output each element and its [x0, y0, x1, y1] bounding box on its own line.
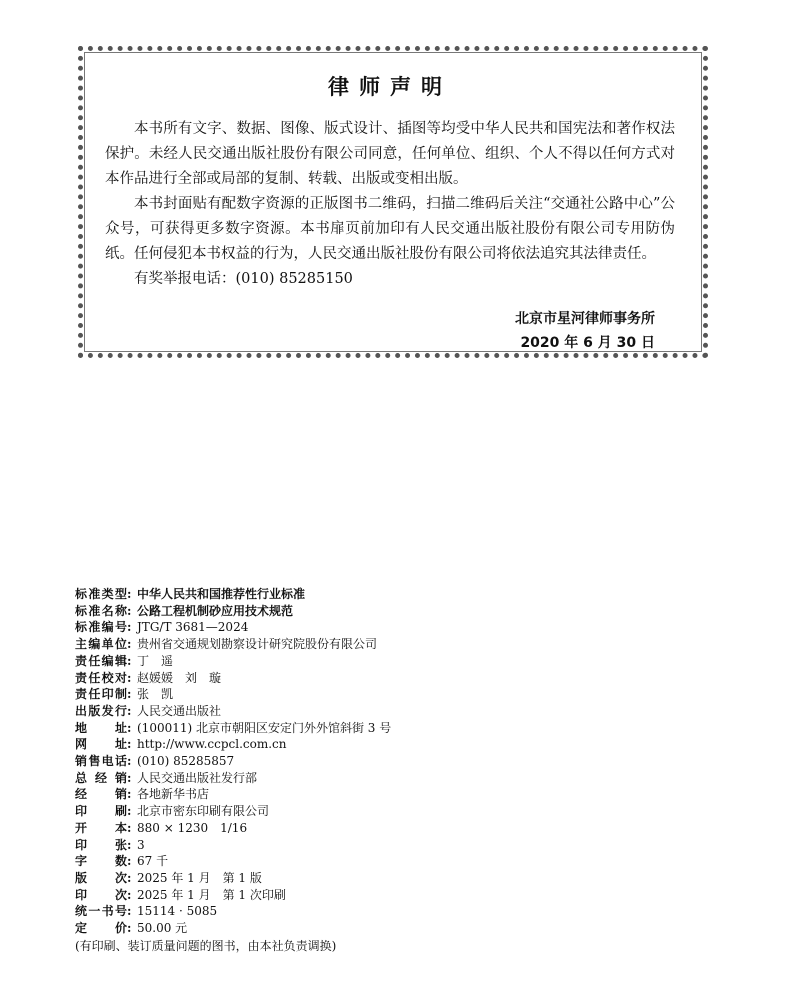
report-hotline: 有奖举报电话：(010) 85285150 — [134, 271, 353, 287]
colophon-row-sales-phone — [75, 753, 675, 770]
colophon-value: (100011) 北京市朝阳区安定门外外馆斜街 3 号 — [137, 720, 392, 735]
colophon-separator: : — [127, 754, 132, 769]
colophon-row-publisher — [75, 703, 675, 720]
colophon-separator: : — [127, 720, 132, 735]
colophon-label: 印刷 — [75, 804, 127, 819]
colophon-label: 网址 — [75, 737, 127, 752]
colophon-label: 标准编号 — [75, 620, 127, 635]
anti-counterfeit-paragraph: 本书封面贴有配数字资源的正版图书二维码，扫描二维码后关注“交通社公路中心”公众号，可获得更多数字资源。本书扉页前加印有人民交通出版社股份有限公司专用防伪纸。任何侵犯本书权益的行为，人民交通出版社股份有限公司将依法追究其法律责任。 — [105, 196, 675, 262]
lawyer-statement-title: 律师声明 — [328, 75, 452, 99]
colophon-row-printing — [75, 887, 675, 904]
colophon-label: 标准名称 — [75, 603, 127, 618]
colophon-row-chief-editor-unit — [75, 636, 675, 653]
colophon-separator: : — [127, 770, 132, 785]
colophon-label: 责任校对 — [75, 670, 127, 685]
colophon-row-responsible-editor — [75, 653, 675, 670]
colophon-label: 地址 — [75, 720, 127, 735]
colophon-value: 丁 遥 — [137, 653, 174, 668]
colophon-row-address — [75, 720, 675, 737]
colophon-value: 2025 年 1 月 第 1 次印刷 — [137, 887, 286, 902]
colophon-separator: : — [127, 653, 132, 668]
colophon-separator: : — [127, 670, 132, 685]
colophon-value: 各地新华书店 — [137, 787, 210, 802]
colophon-row-format — [75, 820, 675, 837]
colophon-row-standard-type — [75, 586, 675, 603]
colophon-label: 印次 — [75, 887, 127, 902]
colophon — [75, 586, 675, 954]
colophon-value: 人民交通出版社 — [137, 703, 222, 718]
signature-block — [515, 307, 655, 355]
colophon-value: 15114 · 5085 — [137, 904, 218, 919]
colophon-row-general-distributor — [75, 770, 675, 787]
statement-date: 2020 年 6 月 30 日 — [520, 335, 655, 351]
colophon-value: 50.00 元 — [137, 921, 188, 936]
colophon-separator: : — [127, 737, 132, 752]
colophon-label: 出版发行 — [75, 703, 127, 718]
colophon-value: 赵媛媛 刘 璇 — [137, 670, 222, 685]
colophon-label: 总经销 — [75, 770, 127, 785]
colophon-separator: : — [127, 620, 132, 635]
colophon-row-distributor — [75, 786, 675, 803]
colophon-value: 贵州省交通规划勘察设计研究院股份有限公司 — [137, 637, 378, 652]
colophon-separator: : — [127, 587, 132, 601]
colophon-separator: : — [127, 921, 132, 936]
colophon-label: 主编单位 — [75, 637, 127, 652]
colophon-row-word-count — [75, 853, 675, 870]
colophon-label: 经销 — [75, 787, 127, 802]
colophon-separator: : — [127, 820, 132, 835]
colophon-value: (010) 85285857 — [137, 754, 235, 769]
colophon-row-price — [75, 920, 675, 937]
law-firm-name: 北京市星河律师事务所 — [515, 311, 655, 327]
colophon-separator: : — [127, 904, 132, 919]
colophon-value: 人民交通出版社发行部 — [137, 770, 258, 785]
colophon-row-printer — [75, 803, 675, 820]
lawyer-statement-box — [78, 46, 708, 358]
colophon-label: 责任编辑 — [75, 653, 127, 668]
colophon-label: 统一书号 — [75, 904, 127, 919]
colophon-label: 开本 — [75, 820, 127, 835]
colophon-label: 版次 — [75, 870, 127, 885]
colophon-value: JTG/T 3681—2024 — [137, 620, 249, 635]
colophon-value: 67 千 — [137, 854, 169, 869]
colophon-value: 公路工程机制砂应用技术规范 — [137, 603, 294, 618]
colophon-separator: : — [127, 870, 132, 885]
colophon-value: 2025 年 1 月 第 1 版 — [137, 870, 262, 885]
colophon-row-standard-name — [75, 603, 675, 620]
colophon-separator: : — [127, 687, 132, 702]
colophon-label: 定价 — [75, 921, 127, 936]
colophon-label: 销售电话 — [75, 754, 127, 769]
colophon-value: http://www.ccpcl.com.cn — [137, 737, 287, 752]
colophon-row-proofreader — [75, 670, 675, 687]
colophon-row-standard-number — [75, 619, 675, 636]
colophon-value: 3 — [137, 837, 145, 852]
colophon-label: 责任印制 — [75, 687, 127, 702]
colophon-row-book-number — [75, 903, 675, 920]
copyright-paragraph: 本书所有文字、数据、图像、版式设计、插图等均受中华人民共和国宪法和著作权法保护。未经人民交通出版社股份有限公司同意，任何单位、组织、个人不得以任何方式对本作品进行全部或局部的复制、转载、出版或变相出版。 — [105, 121, 675, 187]
colophon-separator: : — [127, 837, 132, 852]
colophon-value: 中华人民共和国推荐性行业标准 — [137, 587, 306, 601]
colophon-separator: : — [127, 887, 132, 902]
colophon-row-website — [75, 736, 675, 753]
colophon-separator: : — [127, 787, 132, 802]
colophon-row-print-manager — [75, 686, 675, 703]
colophon-separator: : — [127, 603, 132, 618]
colophon-label: 印张 — [75, 837, 127, 852]
colophon-row-edition — [75, 870, 675, 887]
colophon-label: 字数 — [75, 854, 127, 869]
colophon-separator: : — [127, 854, 132, 869]
colophon-separator: : — [127, 637, 132, 652]
colophon-value: 北京市密东印刷有限公司 — [137, 804, 270, 819]
colophon-row-sheets — [75, 837, 675, 854]
quality-note: (有印刷、装订质量问题的图书，由本社负责调换) — [75, 938, 337, 953]
colophon-value: 张 凯 — [137, 687, 174, 702]
colophon-separator: : — [127, 804, 132, 819]
colophon-label: 标准类型 — [75, 587, 127, 601]
colophon-value: 880 × 1230 1/16 — [137, 820, 248, 835]
colophon-separator: : — [127, 703, 132, 718]
